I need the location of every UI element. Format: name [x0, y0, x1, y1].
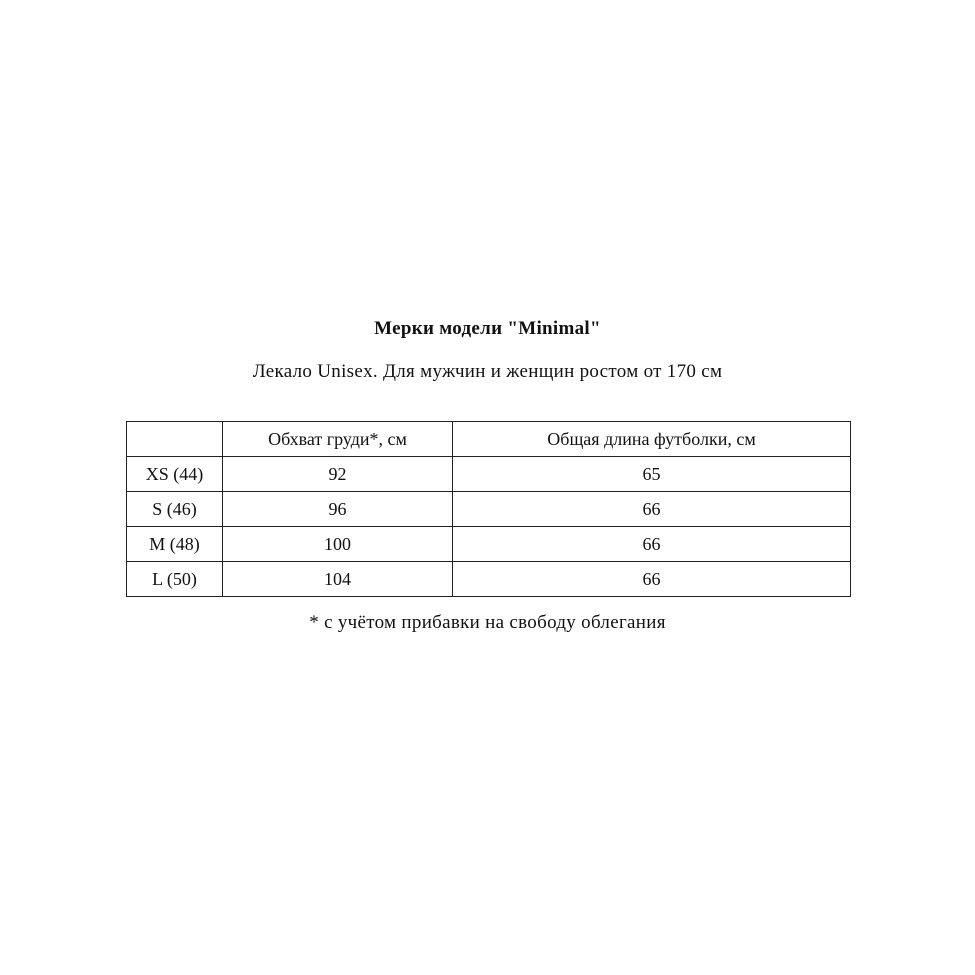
header-size	[127, 422, 223, 457]
cell-chest: 104	[223, 562, 453, 597]
header-chest: Обхват груди*, см	[223, 422, 453, 457]
table-row	[127, 492, 851, 527]
table-header-row	[127, 422, 851, 457]
cell-length: 66	[453, 562, 851, 597]
cell-length: 66	[453, 527, 851, 562]
cell-size: L (50)	[127, 562, 223, 597]
cell-chest: 92	[223, 457, 453, 492]
cell-length: 65	[453, 457, 851, 492]
size-table	[126, 421, 851, 597]
table-row	[127, 457, 851, 492]
table-row	[127, 562, 851, 597]
cell-chest: 96	[223, 492, 453, 527]
header-length: Общая длина футболки, см	[453, 422, 851, 457]
cell-chest: 100	[223, 527, 453, 562]
page-subtitle: Лекало Unisex. Для мужчин и женщин ростом от 170 см	[252, 361, 723, 382]
cell-length: 66	[453, 492, 851, 527]
cell-size: M (48)	[127, 527, 223, 562]
page-title: Мерки модели "Minimal"	[374, 318, 601, 339]
table-row	[127, 527, 851, 562]
cell-size: S (46)	[127, 492, 223, 527]
footnote: * с учётом прибавки на свободу облегания	[309, 612, 666, 633]
cell-size: XS (44)	[127, 457, 223, 492]
